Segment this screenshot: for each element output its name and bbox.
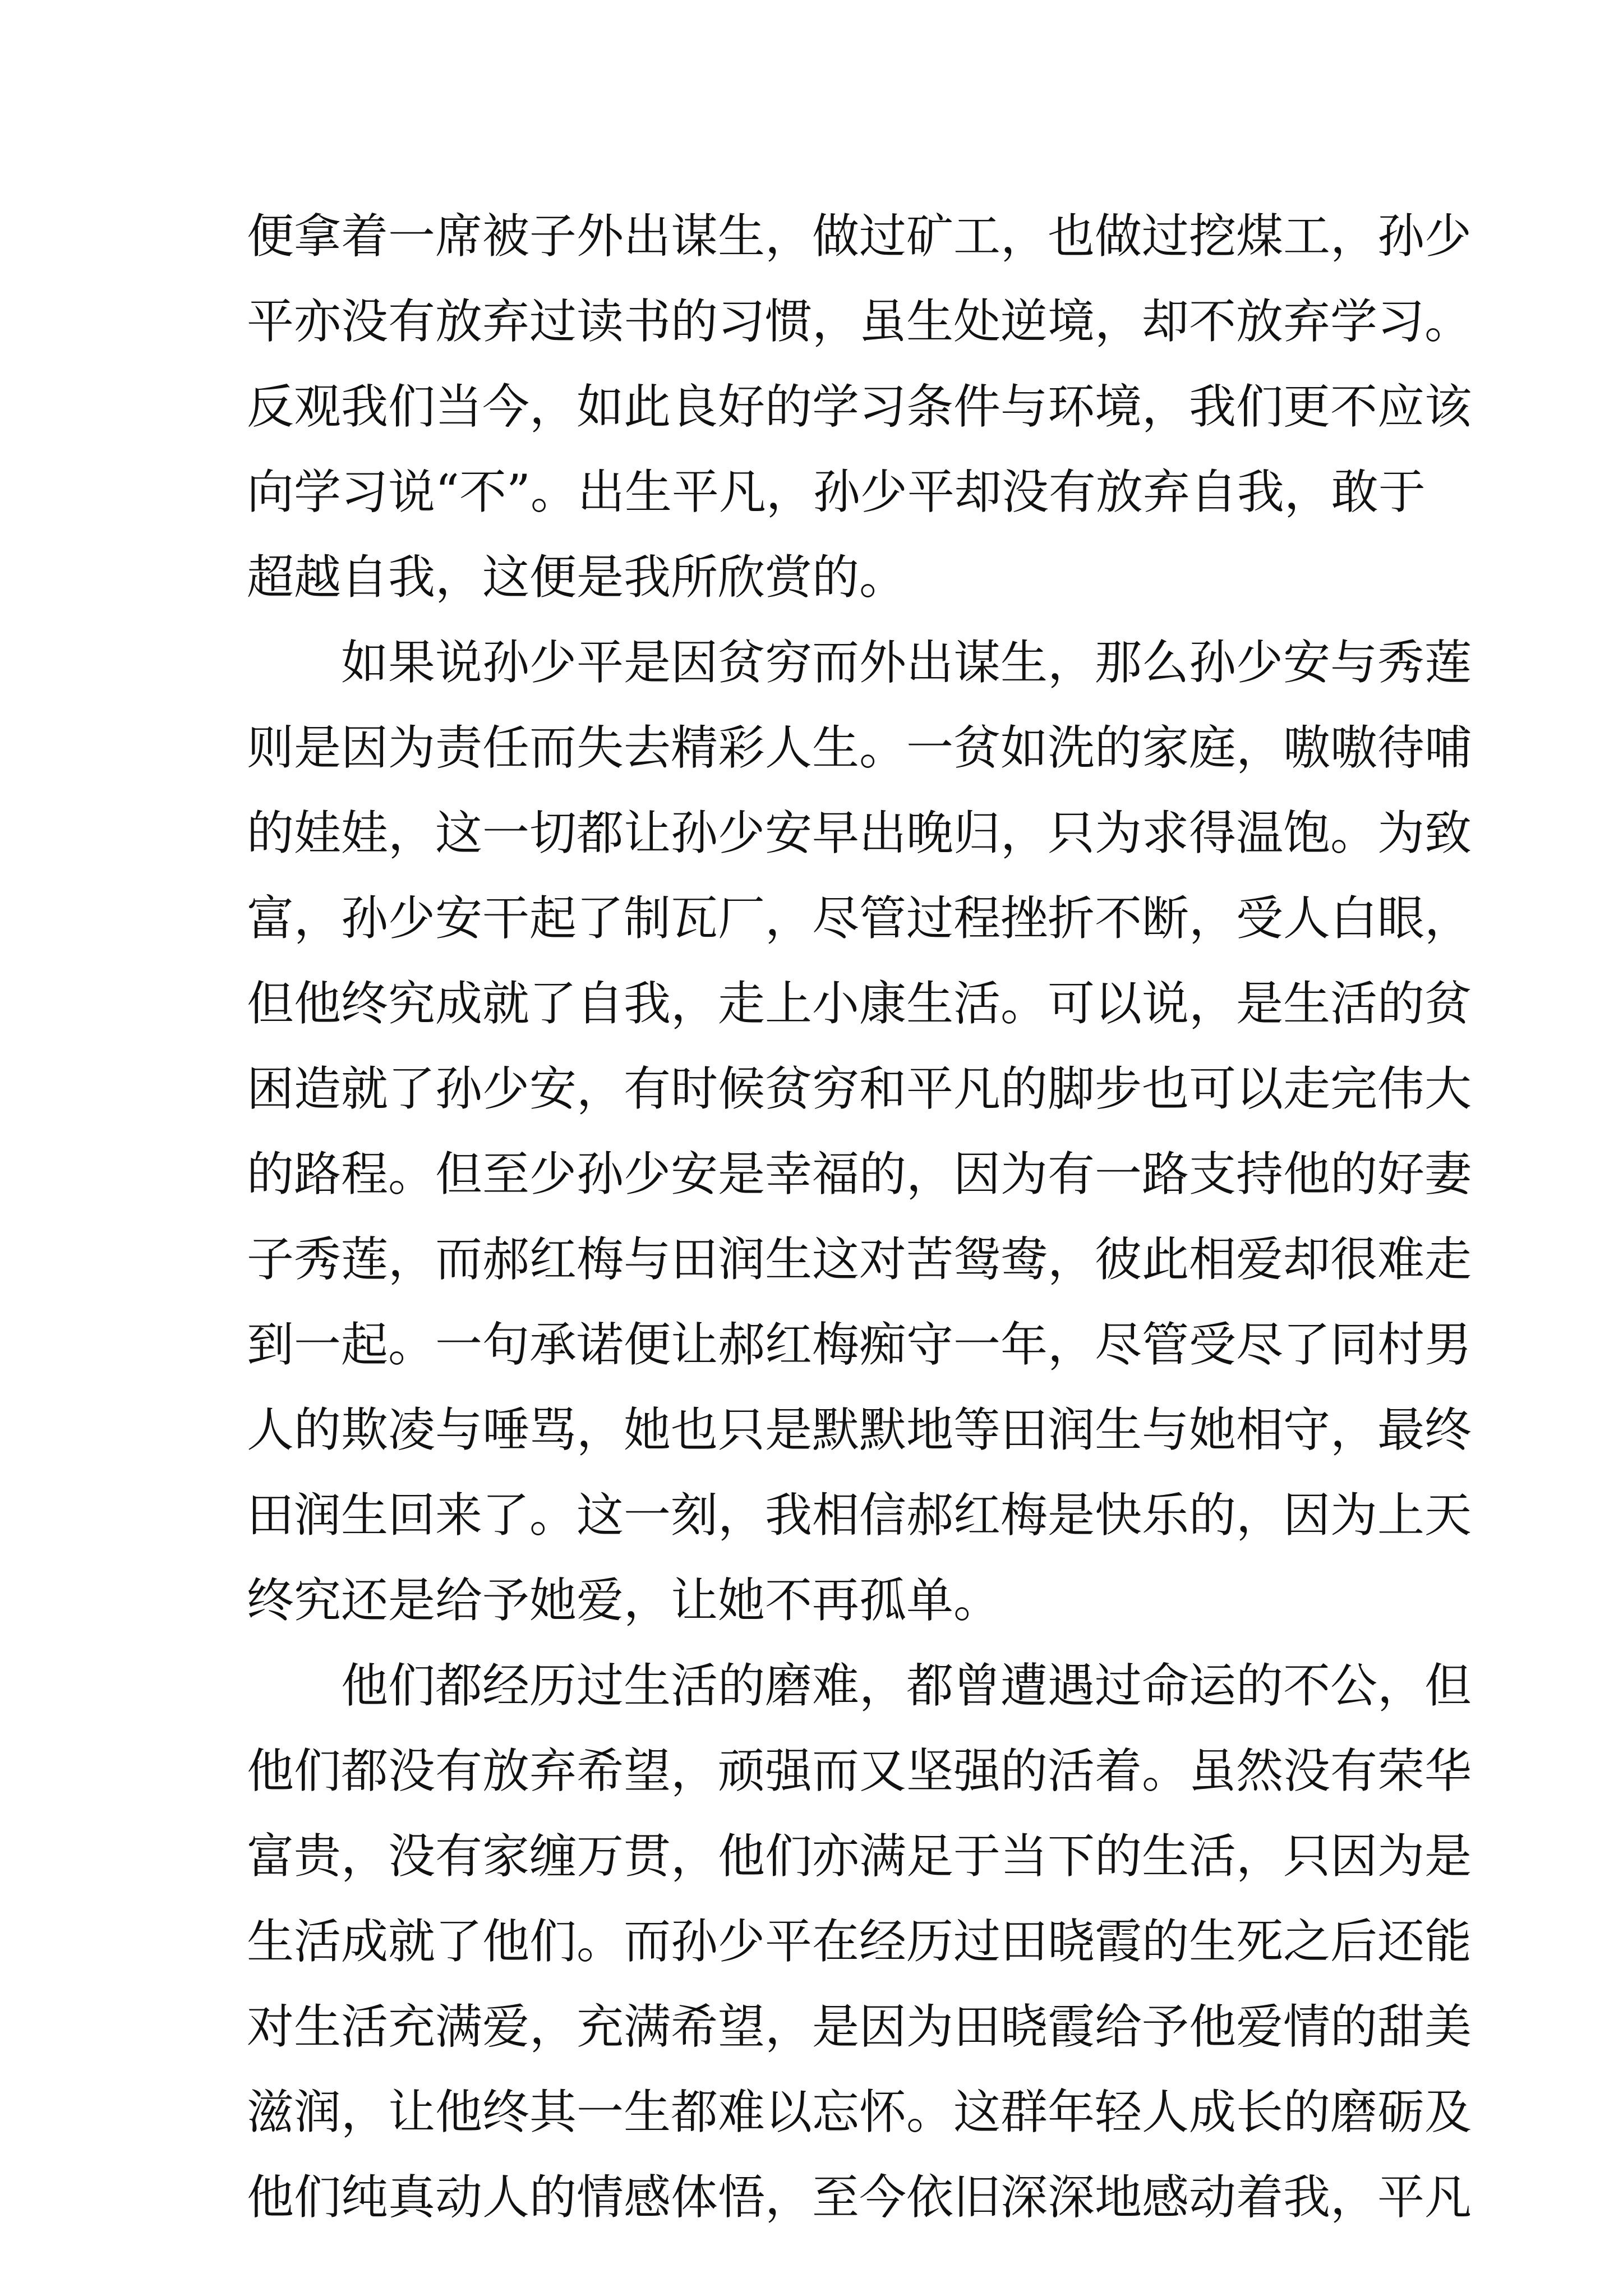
- text-line: 便拿着一席被子外出谋生，做过矿工，也做过挖煤工，孙少: [247, 209, 1472, 264]
- text-line: 人的欺凌与唾骂，她也只是默默地等田润生与她相守，最终: [247, 1402, 1472, 1457]
- text-line: 但他终究成就了自我，走上小康生活。可以说，是生活的贫: [247, 976, 1472, 1031]
- text-line: 平亦没有放弃过读书的习惯，虽生处逆境，却不放弃学习。: [247, 294, 1472, 349]
- text-line: 生活成就了他们。而孙少平在经历过田晓霞的生死之后还能: [247, 1914, 1472, 1969]
- text-line: 的娃娃，这一切都让孙少安早出晚归，只为求得温饱。为致: [247, 806, 1472, 861]
- text-line: 子秀莲，而郝红梅与田润生这对苦鸳鸯，彼此相爱却很难走: [247, 1232, 1472, 1287]
- text-line: 富贵，没有家缠万贯，他们亦满足于当下的生活，只因为是: [247, 1829, 1472, 1884]
- paragraph-first-line: 如果说孙少平是因贫穷而外出谋生，那么孙少安与秀莲: [341, 635, 1472, 690]
- text-line: 他们都没有放弃希望，顽强而又坚强的活着。虽然没有荣华: [247, 1743, 1472, 1798]
- text-line: 超越自我，这便是我所欣赏的。: [247, 550, 907, 605]
- text-line: 田润生回来了。这一刻，我相信郝红梅是快乐的，因为上天: [247, 1488, 1472, 1543]
- text-line: 则是因为责任而失去精彩人生。一贫如洗的家庭，嗷嗷待哺: [247, 720, 1472, 775]
- text-line: 向学习说“不”。出生平凡，孙少平却没有放弃自我，敢于: [247, 464, 1426, 519]
- text-line: 滋润，让他终其一生都难以忘怀。这群年轻人成长的磨砺及: [247, 2085, 1472, 2139]
- text-line: 的路程。但至少孙少安是幸福的，因为有一路支持他的好妻: [247, 1147, 1472, 1202]
- text-line: 他们纯真动人的情感体悟，至今依旧深深地感动着我，平凡: [247, 2170, 1472, 2225]
- text-line: 困造就了孙少安，有时候贫穷和平凡的脚步也可以走完伟大: [247, 1061, 1472, 1116]
- text-line: 终究还是给予她爱，让她不再孤单。: [247, 1573, 1001, 1628]
- essay-body: [247, 194, 1472, 2240]
- text-line: 富，孙少安干起了制瓦厂，尽管过程挫折不断，受人白眼，: [247, 891, 1472, 946]
- paragraph-first-line: 他们都经历过生活的磨难，都曾遭遇过命运的不公，但: [341, 1658, 1472, 1713]
- text-line: 反观我们当今，如此良好的学习条件与环境，我们更不应该: [247, 379, 1472, 434]
- text-line: 到一起。一句承诺便让郝红梅痴守一年，尽管受尽了同村男: [247, 1317, 1472, 1372]
- text-line: 对生活充满爱，充满希望，是因为田晓霞给予他爱情的甜美: [247, 1999, 1472, 2054]
